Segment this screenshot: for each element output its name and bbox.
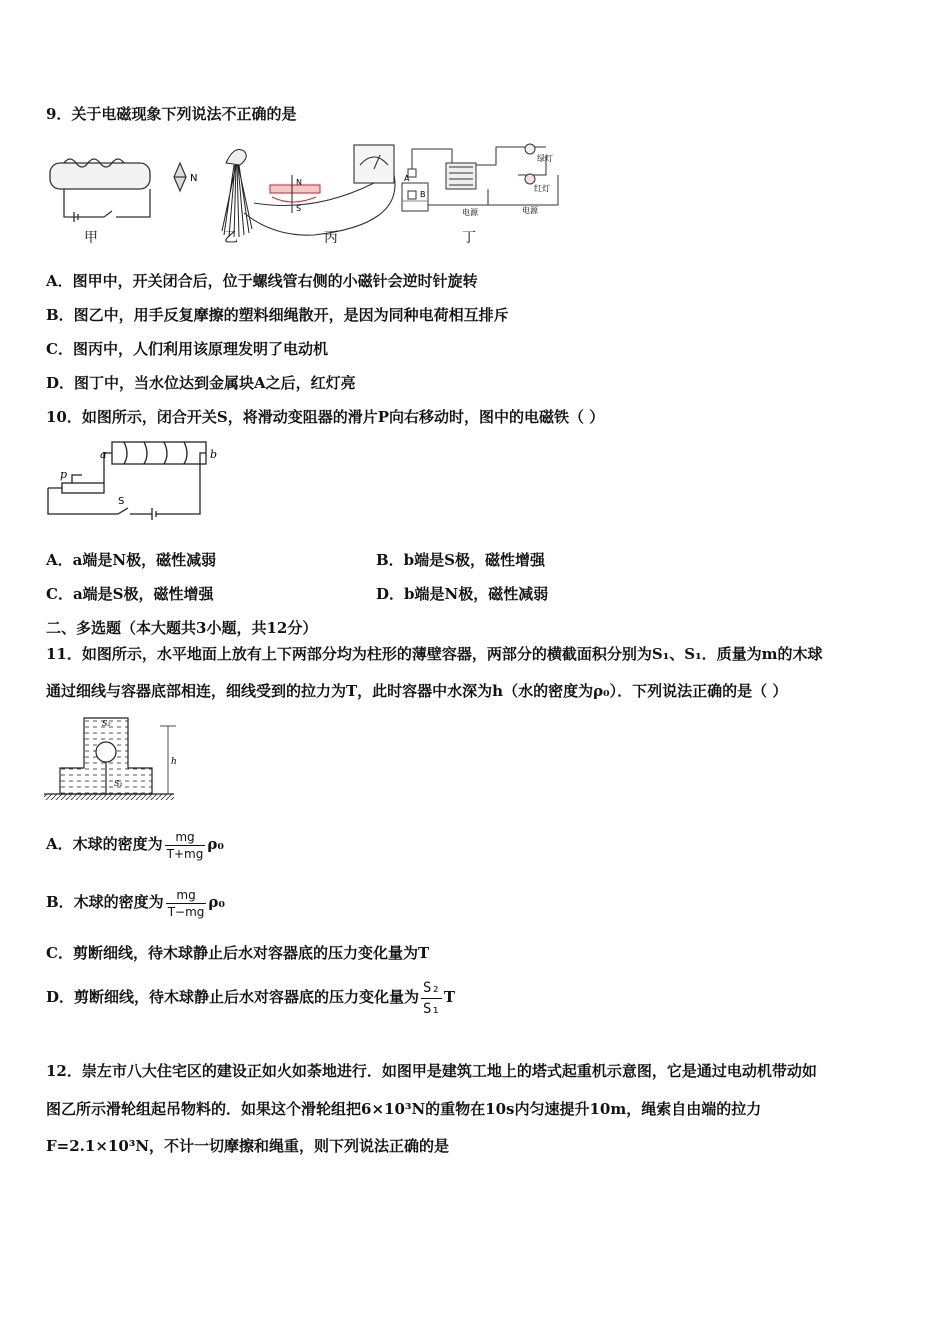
figure-label-bing: 丙 <box>324 230 338 246</box>
figure-label-jia: 甲 <box>84 230 98 246</box>
q11-option-b <box>46 884 225 920</box>
q9-option-a: A．图甲中，开关闭合后，位于螺线管右侧的小磁针会逆时针旋转 <box>46 272 478 290</box>
figure-yi-strings <box>222 150 252 238</box>
slider-p-label: p <box>60 468 68 481</box>
q9-option-b: B．图乙中，用手反复摩擦的塑料细绳散开，是因为同种电荷相互排斥 <box>46 306 509 324</box>
metal-a-label: A <box>404 174 410 183</box>
figure-jia-solenoid <box>50 159 150 222</box>
red-lamp-label: 红灯 <box>534 184 550 193</box>
q11-option-d <box>46 972 455 1022</box>
q11-option-b-suffix: ρ₀ <box>208 893 225 911</box>
section-title: 二、多选题（本大题共3小题，共12分） <box>46 619 318 637</box>
q11-option-a-fraction <box>165 829 206 862</box>
q11-option-d-fraction <box>421 978 442 1019</box>
q11-stem-line1: 11．如图所示，水平地面上放有上下两部分均为柱形的薄壁容器，两部分的横截面积分别为S₁、S₁．质量为m的木球 <box>46 645 823 663</box>
q11-figure <box>44 712 184 804</box>
power-label-1: 电源 <box>462 208 478 217</box>
q11-option-a-denominator: T+mg <box>166 846 204 861</box>
figure-bing-galvanometer <box>244 145 395 235</box>
depth-h-label: h <box>171 757 177 767</box>
q12-line3: F=2.1×10³N，不计一切摩擦和绳重，则下列说法正确的是 <box>46 1137 450 1155</box>
coil-a-label: a <box>100 448 107 461</box>
area-s1-label: S₁ <box>114 779 123 788</box>
q11-option-d-numerator: S₂ <box>421 978 442 999</box>
q11-option-d-prefix: D．剪断细线，待木球静止后水对容器底的压力变化量为 <box>46 988 420 1006</box>
q10-option-d: D．b端是N极，磁性减弱 <box>376 585 549 603</box>
figure-label-ding: 丁 <box>462 230 476 246</box>
q11-option-b-numerator: mg <box>166 887 207 904</box>
metal-b-label: B <box>420 190 426 199</box>
motor-n-label: N <box>296 178 302 187</box>
green-lamp-label: 绿灯 <box>537 154 553 163</box>
needle-n-label: N <box>190 173 198 184</box>
q9-figure <box>44 135 564 250</box>
q10-figure <box>44 436 224 524</box>
q11-option-b-denominator: T−mg <box>167 904 205 919</box>
q9-stem: 9．关于电磁现象下列说法不正确的是 <box>46 105 297 123</box>
q11-option-b-prefix: B．木球的密度为 <box>46 893 164 911</box>
figure-label-yi: 乙 <box>224 230 238 246</box>
figure-ding-alarm <box>402 144 558 211</box>
q9-option-d: D．图丁中，当水位达到金属块A之后，红灯亮 <box>46 374 356 392</box>
figure-compass-needle <box>174 163 186 191</box>
area-s2-label: S₂ <box>102 719 111 728</box>
power-label-2: 电源 <box>522 206 538 215</box>
q10-stem: 10．如图所示，闭合开关S，将滑动变阻器的滑片P向右移动时，图中的电磁铁（ ） <box>46 408 605 426</box>
q11-option-a-numerator: mg <box>165 829 206 846</box>
q11-option-d-suffix: T <box>443 988 456 1006</box>
q11-option-a-suffix: ρ₀ <box>207 835 224 853</box>
q11-stem-line2: 通过细线与容器底部相连，细线受到的拉力为T，此时容器中水深为h（水的密度为ρ₀）．下列说法正确的是（ ） <box>46 682 788 700</box>
q10-option-b: B．b端是S极，磁性增强 <box>376 551 545 569</box>
q11-option-a-prefix: A．木球的密度为 <box>46 835 163 853</box>
q10-option-a: A．a端是N极，磁性减弱 <box>46 551 217 569</box>
q11-option-a <box>46 826 224 862</box>
q12-line2: 图乙所示滑轮组起吊物料的．如果这个滑轮组把6×10³N的重物在10s内匀速提升10m，绳索自由端的拉力 <box>46 1100 762 1118</box>
motor-s-label: S <box>296 204 302 213</box>
q12-line1: 12．崇左市八大住宅区的建设正如火如荼地进行．如图甲是建筑工地上的塔式起重机示意图，它是通过电动机带动如 <box>46 1062 817 1080</box>
q11-option-c: C．剪断细线，待木球静止后水对容器底的压力变化量为T <box>46 944 430 962</box>
q11-option-b-fraction <box>166 887 207 920</box>
q10-option-c: C．a端是S极，磁性增强 <box>46 585 214 603</box>
coil-b-label: b <box>210 448 218 461</box>
q11-option-d-denominator: S₁ <box>423 1000 440 1017</box>
switch-s-label: S <box>118 496 125 507</box>
q9-option-c: C．图丙中，人们利用该原理发明了电动机 <box>46 340 328 358</box>
